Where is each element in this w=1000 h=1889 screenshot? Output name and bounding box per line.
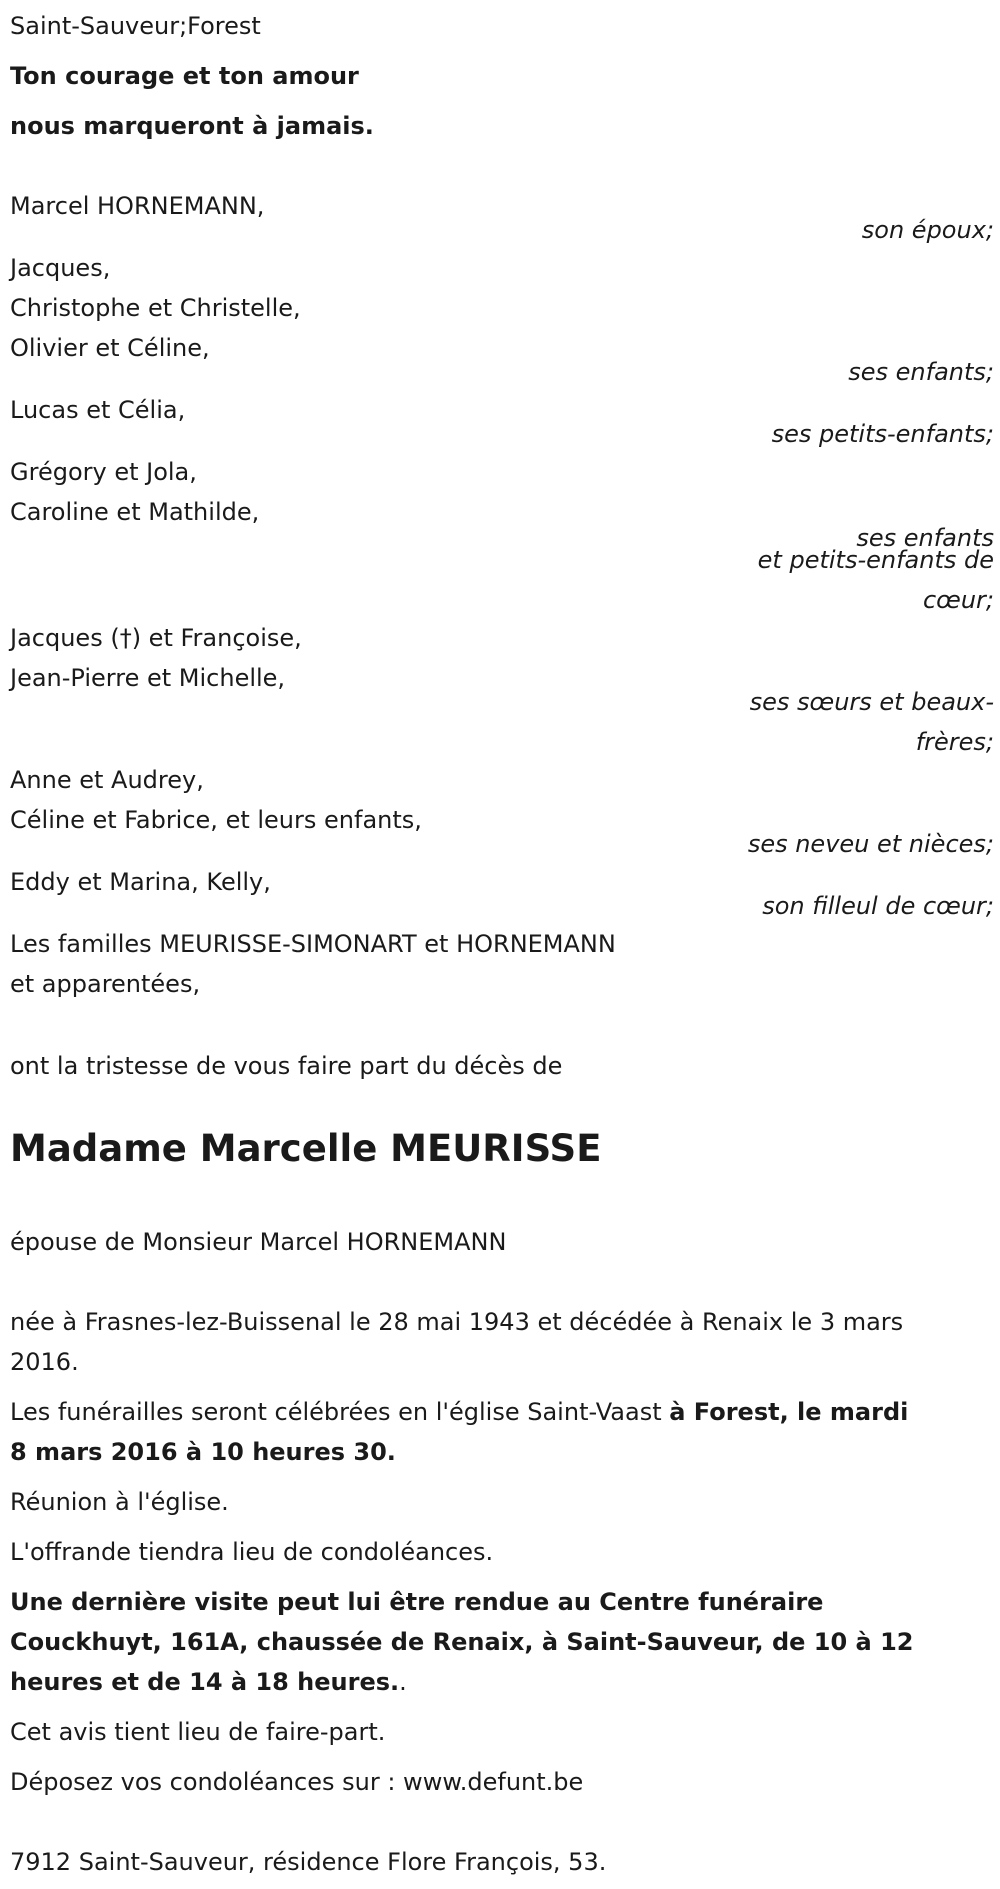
family-relation: ses sœurs et beaux-	[749, 688, 994, 716]
funeral-line-1	[10, 1392, 908, 1432]
family-name: Caroline et Mathilde,	[10, 498, 260, 526]
funeral-line-2: 8 mars 2016 à 10 heures 30.	[10, 1438, 396, 1466]
visit-hours: heures et de 14 à 18 heures.	[10, 1668, 400, 1696]
family-name: Marcel HORNEMANN,	[10, 192, 265, 220]
location-line: Saint-Sauveur;Forest	[10, 12, 261, 40]
family-relation: ses neveu et nièces;	[747, 830, 994, 858]
family-relation: ses enfants	[856, 524, 994, 552]
family-relation: ses petits-enfants;	[771, 420, 994, 448]
visit-line-1: Une dernière visite peut lui être rendue au Centre funéraire	[10, 1588, 824, 1616]
family-name: Lucas et Célia,	[10, 396, 186, 424]
family-name: Anne et Audrey,	[10, 766, 204, 794]
family-relation: son filleul de cœur;	[762, 892, 994, 920]
visit-line-2: Couckhuyt, 161A, chaussée de Renaix, à Saint-Sauveur, de 10 à 12	[10, 1628, 914, 1656]
family-name: Olivier et Céline,	[10, 334, 210, 362]
notice-line: Cet avis tient lieu de faire-part.	[10, 1718, 386, 1746]
spouse-line: épouse de Monsieur Marcel HORNEMANN	[10, 1228, 507, 1256]
funeral-text: Les funérailles seront célébrées en l'église Saint-Vaast	[10, 1398, 670, 1426]
family-relation: et petits-enfants de	[757, 546, 994, 574]
deceased-name: Madame Marcelle MEURISSE	[10, 1127, 602, 1170]
family-name: Eddy et Marina, Kelly,	[10, 868, 271, 896]
family-name: Jacques,	[10, 254, 111, 282]
motto-line-1: Ton courage et ton amour	[10, 62, 359, 90]
reunion-line: Réunion à l'église.	[10, 1488, 229, 1516]
family-relation: ses enfants;	[848, 358, 994, 386]
birth-death-line-1: née à Frasnes-lez-Buissenal le 28 mai 1943 et décédée à Renaix le 3 mars	[10, 1308, 904, 1336]
family-name: Céline et Fabrice, et leurs enfants,	[10, 806, 422, 834]
address-line: 7912 Saint-Sauveur, résidence Flore François, 53.	[10, 1848, 607, 1876]
family-name: Les familles MEURISSE-SIMONART et HORNEMANN	[10, 930, 616, 958]
funeral-place: à Forest, le mardi	[669, 1398, 909, 1426]
family-name: Grégory et Jola,	[10, 458, 197, 486]
family-name: et apparentées,	[10, 970, 201, 998]
family-name: Jacques (†) et Françoise,	[10, 624, 302, 652]
visit-period: .	[399, 1668, 407, 1696]
motto-line-2: nous marqueront à jamais.	[10, 112, 374, 140]
family-name: Christophe et Christelle,	[10, 294, 301, 322]
announcement: ont la tristesse de vous faire part du décès de	[10, 1052, 563, 1080]
condolences-line: Déposez vos condoléances sur : www.defunt.be	[10, 1768, 584, 1796]
offering-line: L'offrande tiendra lieu de condoléances.	[10, 1538, 494, 1566]
birth-death-line-2: 2016.	[10, 1348, 79, 1376]
family-relation: cœur;	[922, 586, 994, 614]
visit-line-3	[10, 1662, 407, 1702]
family-relation: frères;	[915, 728, 994, 756]
family-name: Jean-Pierre et Michelle,	[10, 664, 286, 692]
family-relation: son époux;	[861, 216, 994, 244]
